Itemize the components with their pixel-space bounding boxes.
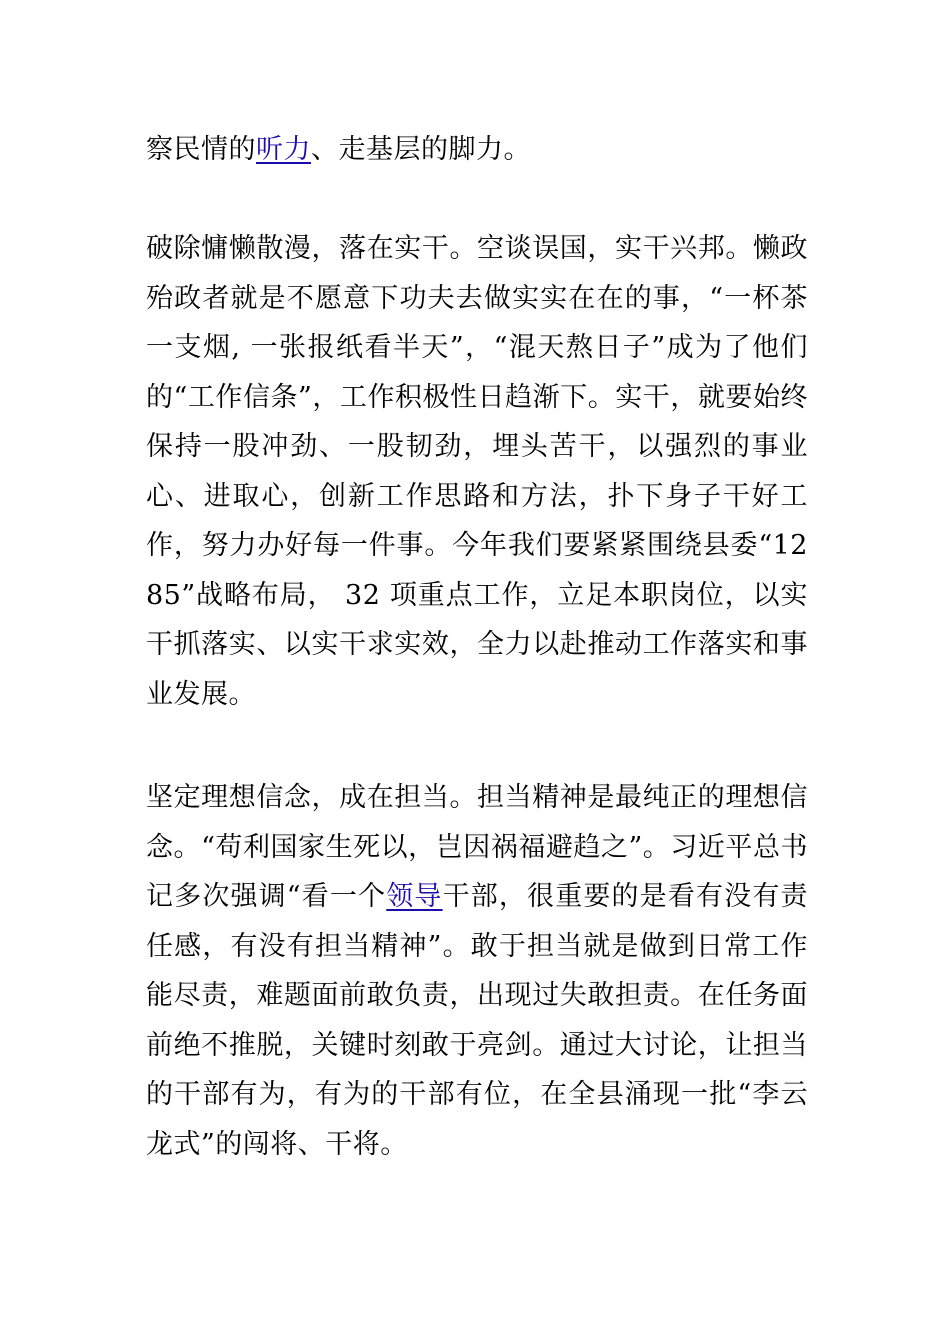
paragraph-1-text-before-link: 察民情的 bbox=[146, 134, 256, 165]
paragraph-3-text-before-link: 坚定理想信念，成在担当。担当精神是最纯正的理想信念。“苟利国家生死以，岂因祸福避趋之”。习近平总书记多次强调“看一个 bbox=[146, 782, 808, 912]
paragraph-1 bbox=[146, 125, 808, 175]
paragraph-1-text-after-link: 、走基层的脚力。 bbox=[311, 134, 531, 165]
paragraph-3 bbox=[146, 773, 808, 1169]
link-lingdao[interactable]: 领导 bbox=[386, 881, 443, 912]
paragraph-3-text-after-link: 干部，很重要的是看有没有责任感，有没有担当精神”。敢于担当就是做到日常工作能尽责，难题面前敢负责，出现过失敢担责。在任务面前绝不推脱，关键时刻敢于亮剑。通过大讨论，让担当的干部有为，有为的干部有位，在全县涌现一批“李云龙式”的闯将、干将。 bbox=[146, 881, 809, 1160]
paragraph-2: 破除慵懒散漫，落在实干。空谈误国，实干兴邦。懒政殆政者就是不愿意下功夫去做实实在在的事，“一杯茶一支烟, 一张报纸看半天”，“混天熬日子”成为了他们的“工作信条”，工作积极性日趋渐下。实干，就要始终保持一股冲劲、一股韧劲，埋头苦干，以强烈的事业心、进取心，创新工作思路和方法，扑下身子干好工作，努力办好每一件事。今年我们要紧紧围绕县委“1285”战略布局， 32 项重点工作，立足本职岗位，以实干抓落实、以实干求实效，全力以赴推动工作落实和事业发展。 bbox=[146, 233, 808, 710]
link-tingli[interactable]: 听力 bbox=[256, 134, 311, 165]
